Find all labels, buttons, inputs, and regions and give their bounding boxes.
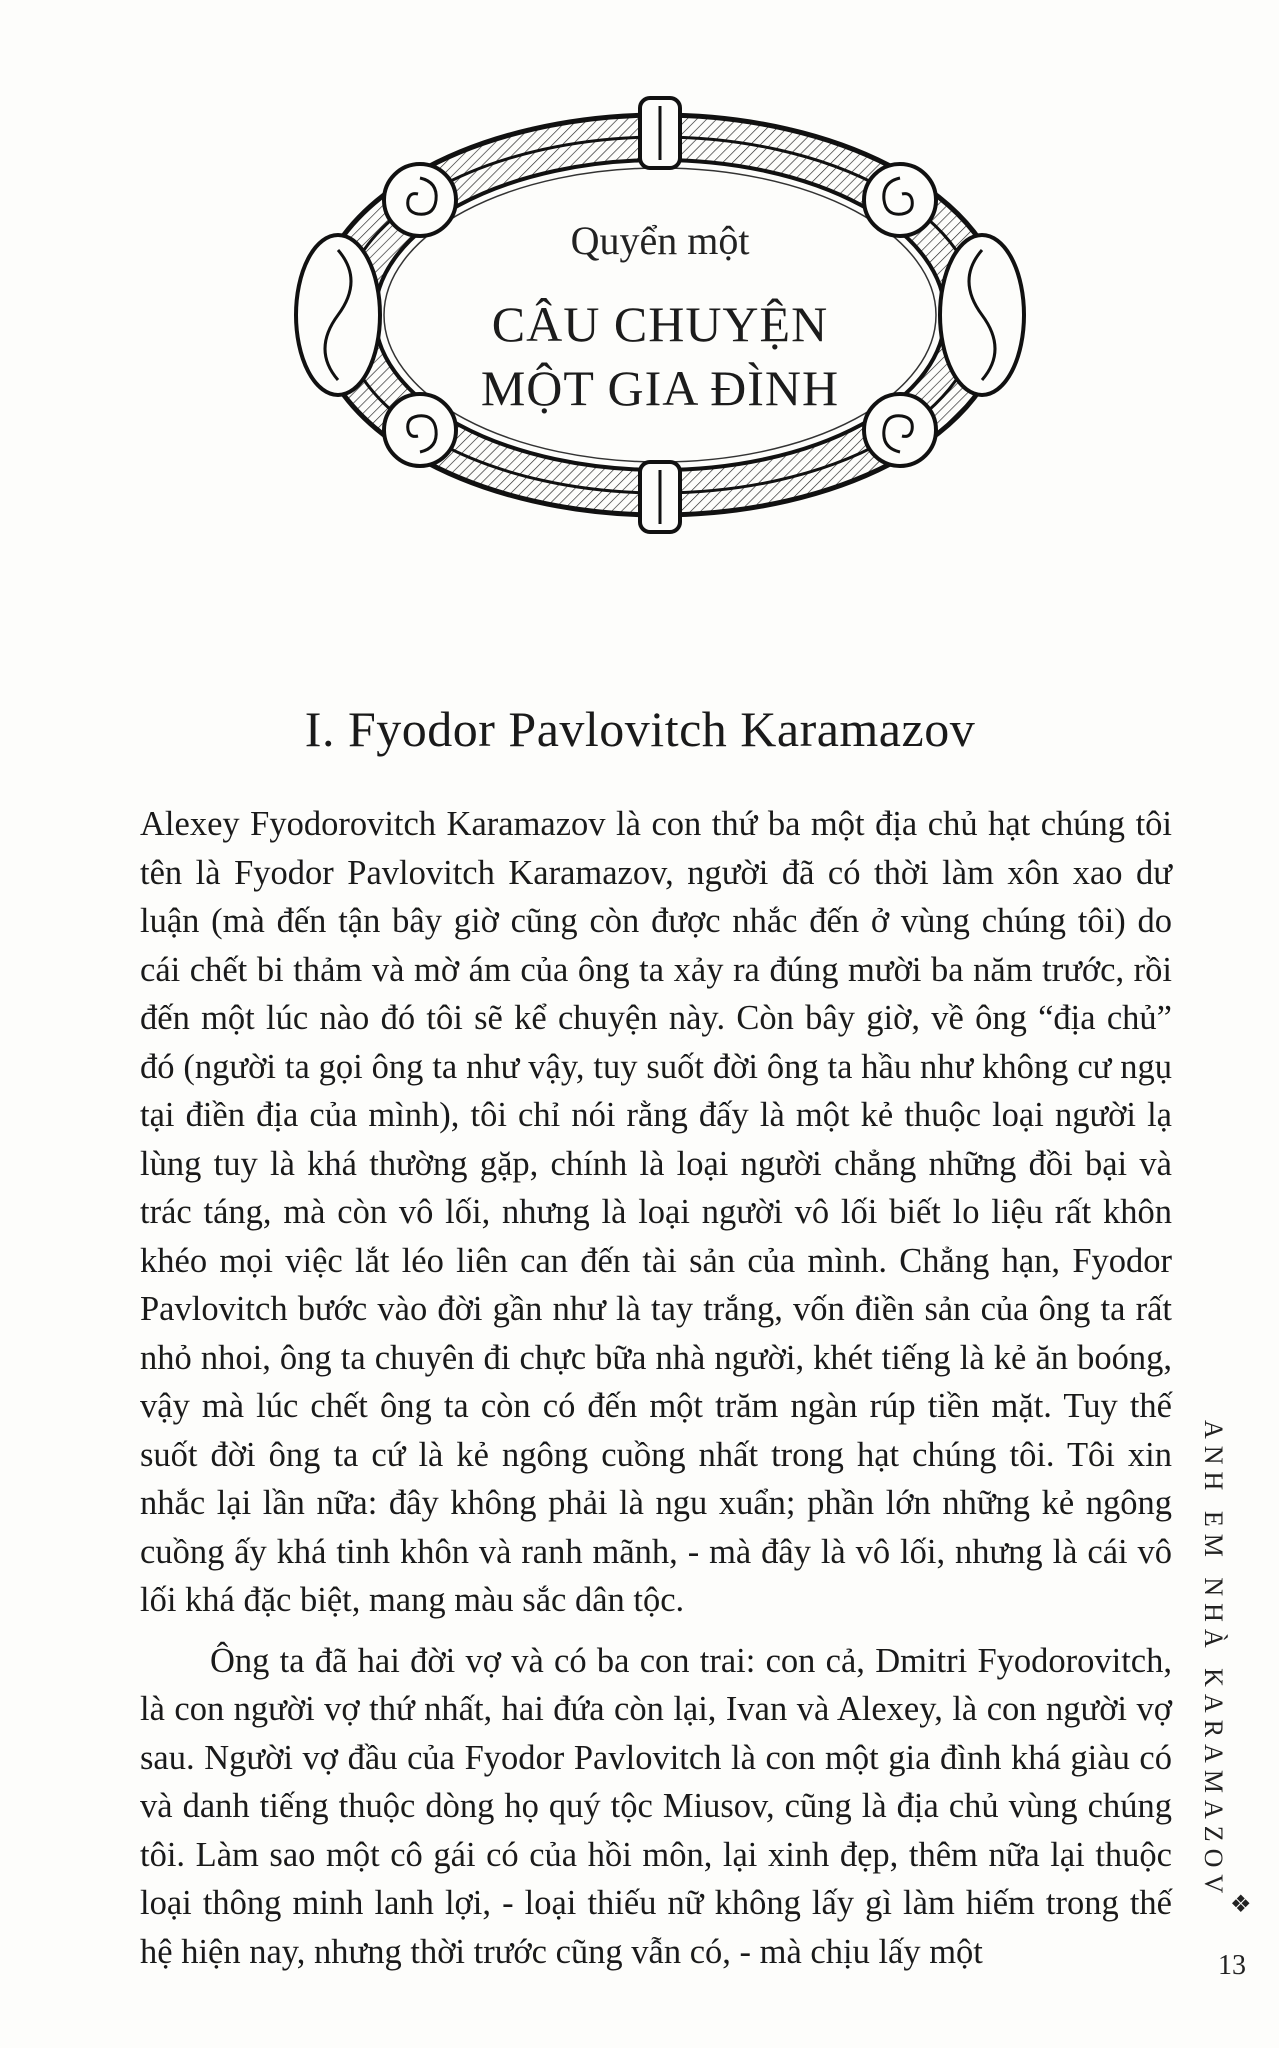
book-part-title [290,292,1030,420]
chapter-heading: I. Fyodor Pavlovitch Karamazov [304,701,976,757]
page-number: 13 [1218,1950,1246,1981]
book-part-title-line1: CÂU CHUYỆN [491,296,829,352]
body-text [140,800,1172,1976]
paragraph: Alexey Fyodorovitch Karamazov là con thứ ba một địa chủ hạt chúng tôi tên là Fyodor Pavlovitch Karamazov, người đã có thời làm xôn xao dư luận (mà đến tận bây giờ cũng còn được nhắc đến ở vùng chúng tôi) do cái chết bi thảm và mờ ám của ông ta xảy ra đúng mười ba năm trước, rồi đến một lúc nào đó tôi sẽ kể chuyện này. Còn bây giờ, về ông “địa chủ” đó (người ta gọi ông ta như vậy, tuy suốt đời ông ta hầu như không cư ngụ tại điền địa của mình), tôi chỉ nói rằng đấy là một kẻ thuộc loại người lạ lùng tuy là khá thường gặp, chính là loại người chẳng những đồi bại và trác táng, mà còn vô lối, nhưng là loại người vô lối biết lo liệu rất khôn khéo mọi việc lắt léo liên can đến tài sản của mình. Chẳng hạn, Fyodor Pavlovitch bước vào đời gần như là tay trắng, vốn điền sản của ông ta rất nhỏ nhoi, ông ta chuyên đi chực bữa nhà người, khét tiếng là kẻ ăn boóng, vậy mà lúc chết ông ta còn có đến một trăm ngàn rúp tiền mặt. Tuy thế suốt đời ông ta cứ là kẻ ngông cuồng nhất trong hạt chúng tôi. Tôi xin nhắc lại lần nữa: đây không phải là ngu xuẩn; phần lớn những kẻ ngông cuồng ấy khá tinh khôn và ranh mãnh, - mà đây là vô lối, nhưng là cái vô lối khá đặc biệt, mang màu sắc dân tộc. [140,805,1172,1619]
book-part-title-line2: MỘT GIA ĐÌNH [480,360,840,416]
ornament-icon: ❖ [1230,1892,1252,1918]
ornamental-frame [290,80,1030,550]
paragraph: Ông ta đã hai đời vợ và có ba con trai: con cả, Dmitri Fyodorovitch, là con người vợ thứ nhất, hai đứa còn lại, Ivan và Alexey, là con người vợ sau. Người vợ đầu của Fyodor Pavlovitch là con một gia đình khá giàu có và danh tiếng thuộc dòng họ quý tộc Miusov, cũng là địa chủ vùng chúng tôi. Làm sao một cô gái có của hồi môn, lại xinh đẹp, thêm nữa lại thuộc loại thông minh lanh lợi, - loại thiếu nữ không lấy gì làm hiếm trong thế hệ hiện nay, nhưng thời trước cũng vẫn có, - mà chịu lấy một [140,1641,1172,1971]
running-title: ANH EM NHÀ KARAMAZOV [1199,1420,1228,1901]
book-part-label: Quyển một [570,218,750,263]
